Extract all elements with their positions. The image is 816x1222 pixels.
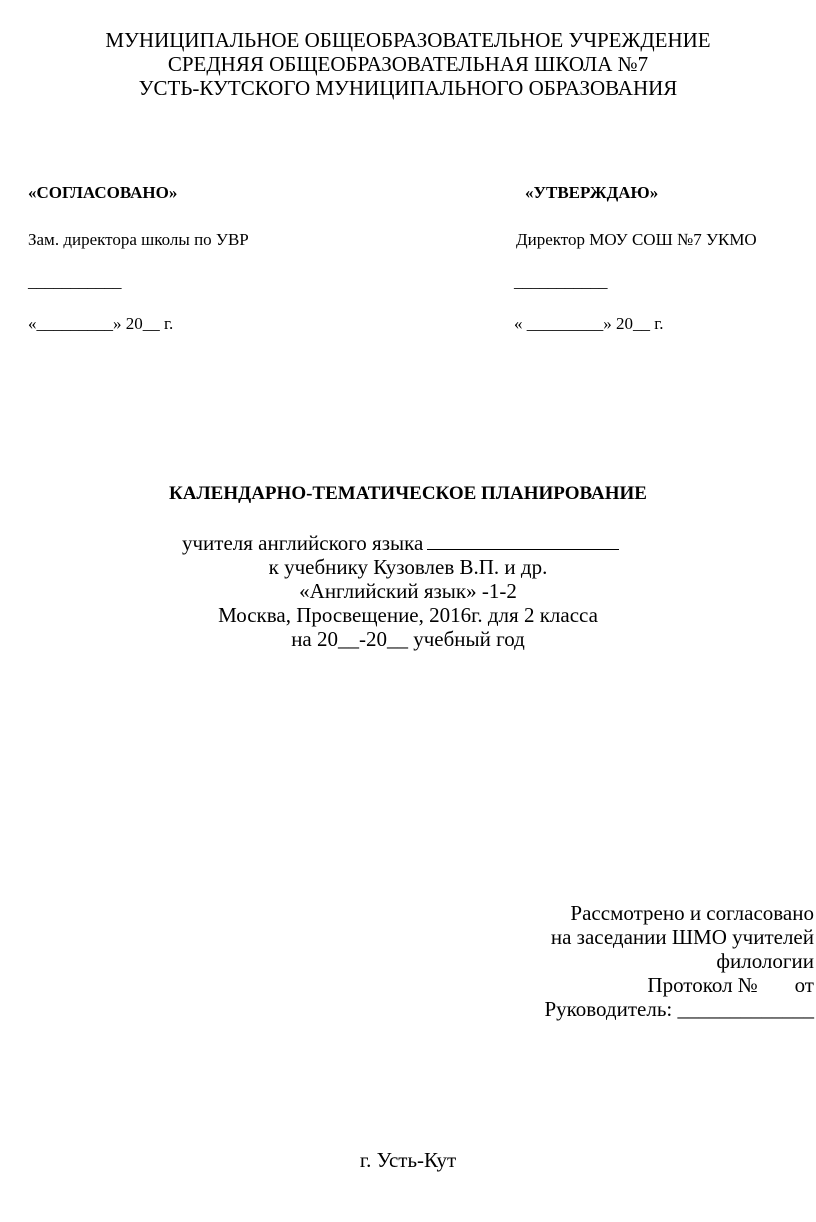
agreed-date-line: «_________» 20__ г. <box>28 314 174 333</box>
book-name-line: «Английский язык» -1-2 <box>299 579 517 603</box>
teacher-line <box>182 531 619 555</box>
review-line-3: филологии <box>716 949 814 973</box>
textbook-line: к учебнику Кузовлев В.П. и др. <box>268 555 548 579</box>
academic-year-line: на 20__-20__ учебный год <box>291 627 525 651</box>
agreed-signature-line: ___________ <box>28 272 122 291</box>
agreed-position: Зам. директора школы по УВР <box>28 230 249 249</box>
approved-heading: «УТВЕРЖДАЮ» <box>525 183 659 202</box>
approved-signature-line: ___________ <box>514 272 608 291</box>
teacher-name-blank <box>427 531 619 550</box>
school-name-line-3: УСТЬ-КУТСКОГО МУНИЦИПАЛЬНОГО ОБРАЗОВАНИЯ <box>138 76 678 100</box>
review-line-2: на заседании ШМО учителей <box>550 925 814 949</box>
approved-position: Директор МОУ СОШ №7 УКМО <box>516 230 757 249</box>
teacher-label: учителя английского языка <box>182 531 424 555</box>
document-title: КАЛЕНДАРНО-ТЕМАТИЧЕСКОЕ ПЛАНИРОВАНИЕ <box>169 483 647 504</box>
review-line-1: Рассмотрено и согласовано <box>570 901 814 925</box>
school-name-line-2: СРЕДНЯЯ ОБЩЕОБРАЗОВАТЕЛЬНАЯ ШКОЛА №7 <box>167 52 649 76</box>
agreed-heading: «СОГЛАСОВАНО» <box>28 183 178 202</box>
head-signature-line: Руководитель: _____________ <box>544 997 814 1021</box>
publisher-line: Москва, Просвещение, 2016г. для 2 класса <box>218 603 598 627</box>
school-name-line-1: МУНИЦИПАЛЬНОЕ ОБЩЕОБРАЗОВАТЕЛЬНОЕ УЧРЕЖДЕНИЕ <box>105 28 711 52</box>
city-line: г. Усть-Кут <box>359 1148 457 1172</box>
approved-date-line: « _________» 20__ г. <box>514 314 664 333</box>
protocol-line: Протокол № от <box>647 973 814 997</box>
